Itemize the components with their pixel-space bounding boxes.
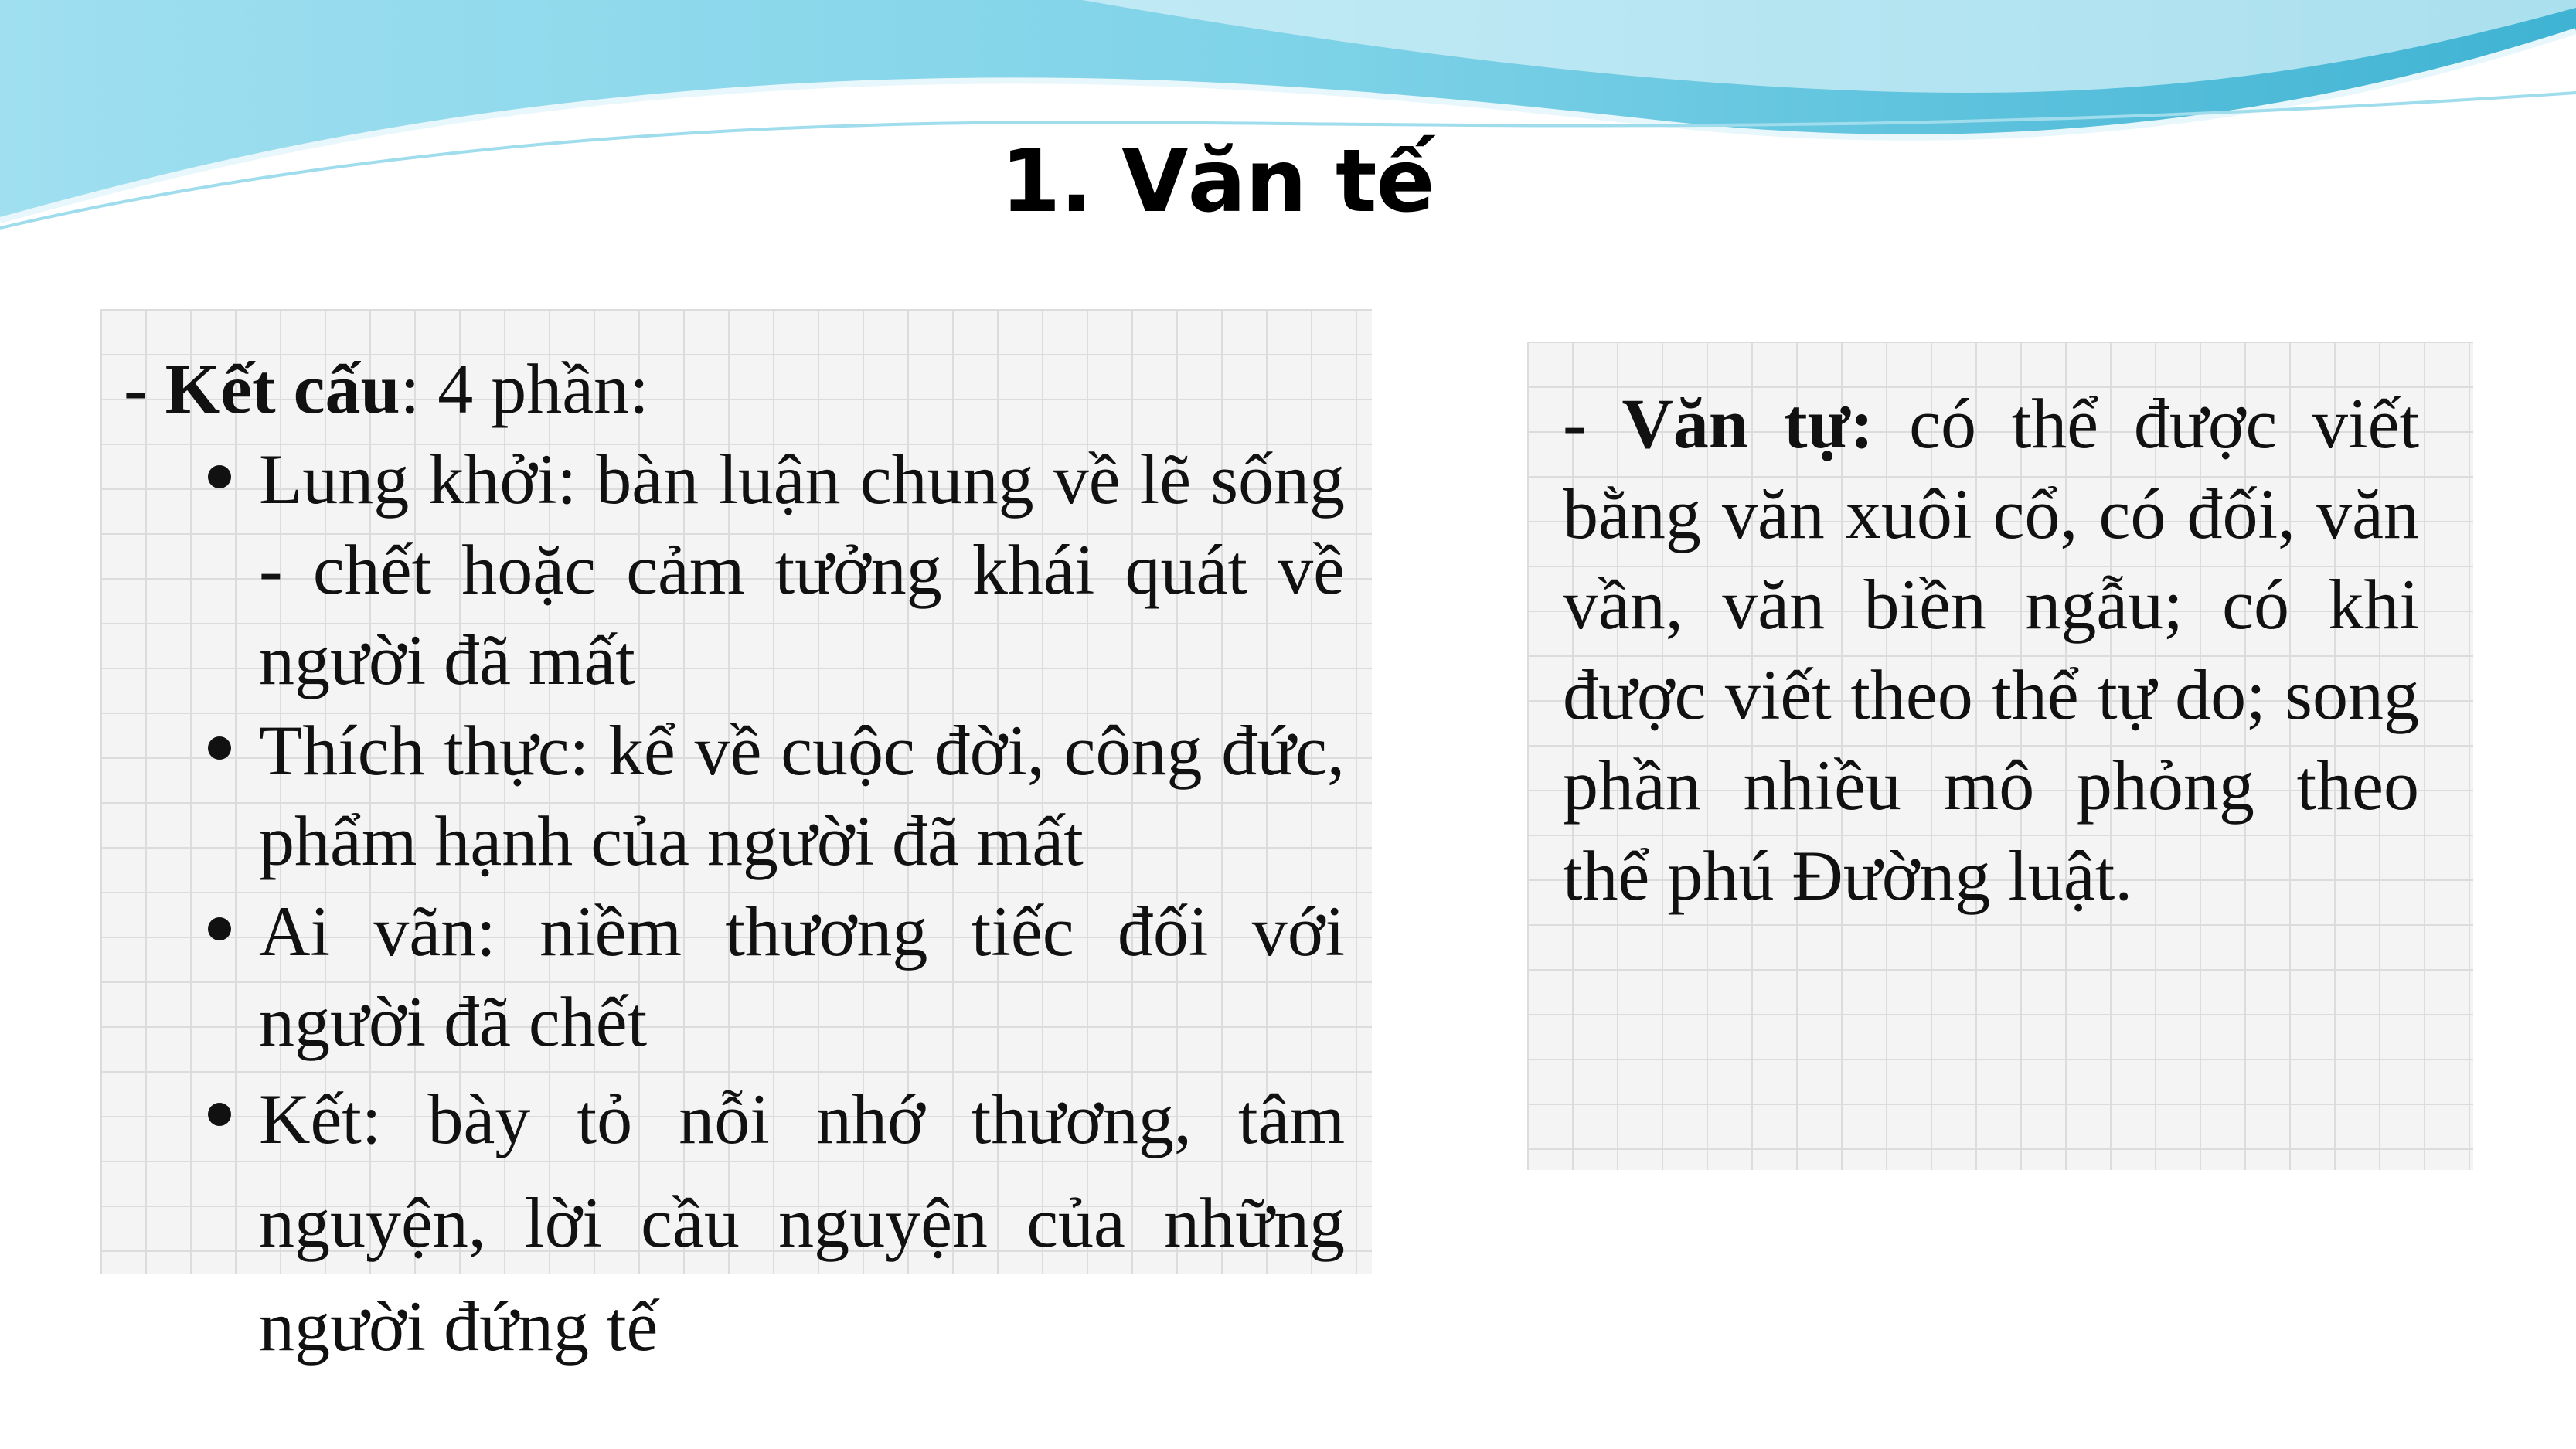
slide-title: 1. Văn tế [1000,131,1434,232]
list-item: Ai vãn: niềm thương tiếc đối với người đã chết [259,886,1345,1067]
script-paragraph-rest: có thể được viết bằng văn xuôi cổ, có đối, văn vần, văn biền ngẫu; có khi được viết theo thể tự do; song phần nhiều mô phỏng theo thể phú Đường luật. [1563,384,2420,915]
script-label: Văn tự: [1621,384,1874,463]
structure-label: Kết cấu [165,349,400,428]
list-item: Lung khởi: bàn luận chung về lẽ sống - chết hoặc cảm tưởng khái quát về người đã mất [259,434,1345,706]
script-paragraph: - Văn tự: có thể được viết bằng văn xuôi cổ, có đối, văn vần, văn biền ngẫu; có khi được viết theo thể tự do; song phần nhiều mô phỏng theo thể phú Đường luật. [1563,384,2420,915]
structure-text-block [124,344,1345,1378]
structure-parts-list [124,434,1345,1378]
list-item: Thích thực: kể về cuộc đời, công đức, phẩm hạnh của người đã mất [259,706,1345,886]
structure-lead-rest: : 4 phần: [400,349,649,428]
structure-lead: - Kết cấu: 4 phần: [124,349,649,428]
list-item: Kết: bày tỏ nỗi nhớ thương, tâm nguyện, lời cầu nguyện của những người đứng tế [259,1067,1345,1378]
script-text-block [1563,379,2419,921]
